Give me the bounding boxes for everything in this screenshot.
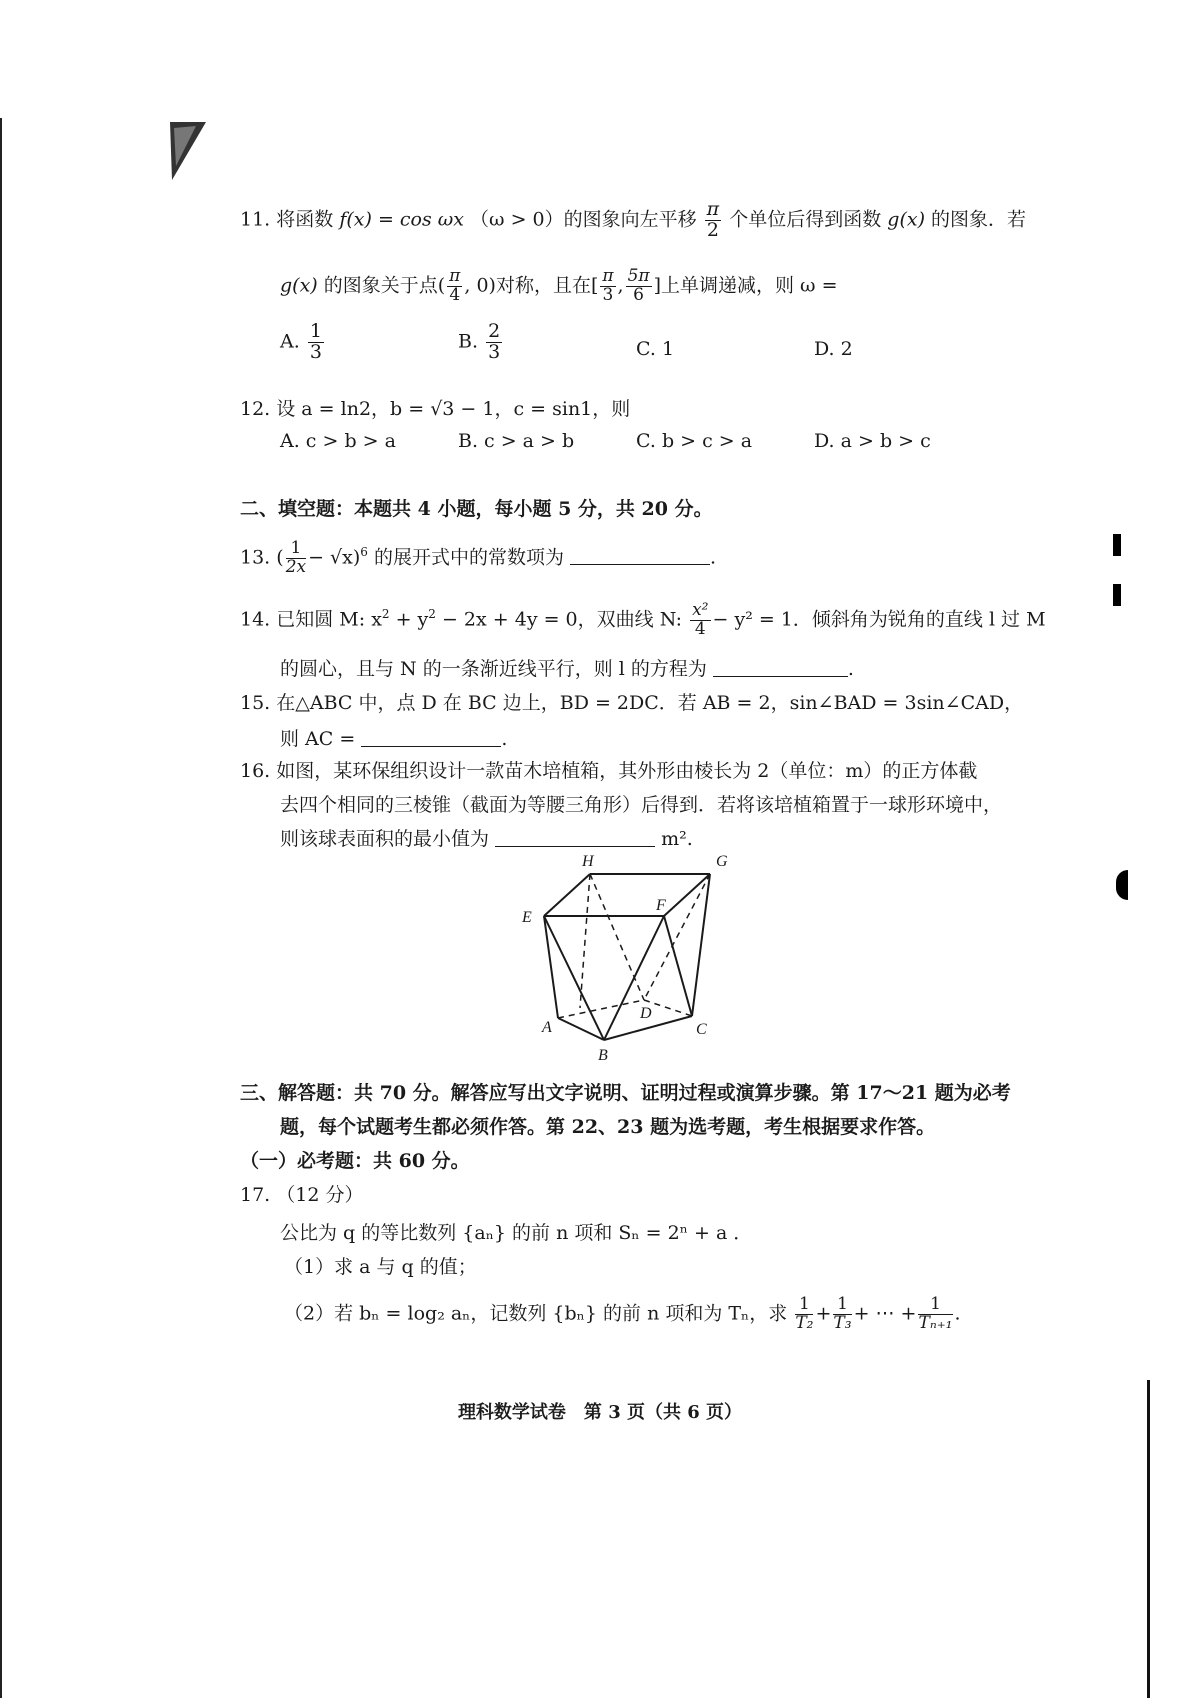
q14-circle-a: 已知圆 M: x	[276, 608, 382, 631]
q12-option-d: D. a > b > c	[814, 430, 931, 452]
q13-answer-blank[interactable]	[570, 545, 710, 565]
label-B: B	[598, 1047, 608, 1064]
label-A: A	[542, 1019, 552, 1036]
q17-number: 17.	[240, 1184, 271, 1206]
label-E: E	[522, 909, 532, 926]
q11-text-7: ]上单调递减，则 ω =	[653, 274, 838, 297]
q11-text-5: 的图象关于点(	[323, 274, 446, 297]
q16-end: .	[686, 828, 693, 850]
q15-text: 在△ABC 中，点 D 在 BC 边上，BD = 2DC．若 AB = 2，sin∠BAD = 3sin∠CAD，	[276, 692, 1024, 714]
q15-end: .	[501, 728, 508, 750]
option-label: A.	[280, 330, 300, 353]
q16-unit: m²	[661, 828, 687, 850]
edge-HD	[590, 874, 644, 1000]
q14-text-2: 的圆心，且与 N 的一条渐近线平行，则 l 的方程为	[280, 658, 707, 680]
q11-option-a	[280, 322, 326, 363]
side-mark-1	[1113, 534, 1121, 556]
edge-AD	[558, 1000, 644, 1018]
edge-FG	[664, 874, 710, 916]
q11-text-6: , 0)对称，且在[	[464, 274, 599, 297]
q16-text-2: 去四个相同的三棱锥（截面为等腰三角形）后得到．若将该培植箱置于一球形环境中，	[280, 794, 1003, 816]
option-label: B.	[458, 330, 479, 353]
q12-number: 12.	[240, 398, 271, 420]
edge-AB	[558, 1018, 604, 1040]
q11-text-3: 个单位后得到函数	[729, 208, 882, 231]
q11-line-2	[280, 268, 838, 305]
q14-sq2: 2	[428, 607, 436, 622]
q17-end: .	[954, 1302, 961, 1325]
q13-sqrt: − √x)	[308, 546, 361, 569]
q16-number: 16.	[240, 760, 271, 782]
q16-figure	[520, 852, 740, 1064]
q13-number: 13.	[240, 546, 271, 569]
q12-option-b: B. c > a > b	[458, 430, 575, 452]
q14-line-1	[240, 602, 1046, 639]
label-C: C	[696, 1021, 707, 1038]
q11-text-4: 的图象．若	[931, 208, 1027, 231]
q17-fraction-1: $\frac{1}{\text{T₂}}$	[795, 1294, 814, 1333]
q16-text-3: 则该球表面积的最小值为	[280, 828, 490, 850]
option-text: 2	[840, 338, 853, 360]
q13-text: 的展开式中的常数项为	[373, 546, 564, 569]
q13-paren: (	[276, 546, 284, 569]
q11-shift-fraction: $\frac{\pi}{2}$	[706, 198, 720, 241]
q11-option-c	[636, 338, 674, 360]
q17-part-2-text: （2）若 bₙ = log₂ aₙ，记数列 {bₙ} 的前 n 项和为 Tₙ，求	[284, 1302, 788, 1325]
q13-end: .	[710, 546, 717, 569]
q11-point-fraction: $\frac{\pi}{4}$	[449, 266, 461, 305]
q12-line	[240, 394, 630, 421]
q12-option-a: A. c > b > a	[280, 430, 396, 452]
q13-line	[240, 540, 716, 577]
q15-number: 15.	[240, 692, 271, 714]
q11-option-b	[458, 322, 504, 363]
section-3-heading-2: 题，每个试题考生都必须作答。第 22、23 题为选考题，考生根据要求作答。	[280, 1116, 936, 1138]
label-F: F	[656, 897, 666, 914]
q16-answer-blank[interactable]	[495, 827, 655, 847]
q13-fraction: $\frac{1}{2x}$	[285, 538, 307, 577]
q14-end: .	[847, 658, 854, 680]
q13-power: 6	[360, 545, 368, 560]
q17-line-1	[240, 1180, 363, 1207]
q16-line-1	[240, 756, 977, 783]
q12-option-c: C. b > c > a	[636, 430, 753, 452]
label-G: G	[716, 853, 728, 870]
option-label: D.	[814, 338, 835, 360]
q11-function: f(x) = cos ωx	[339, 208, 464, 231]
option-fraction: $\frac{2}{3}$	[488, 320, 501, 363]
section-2-heading: 二、填空题：本题共 4 小题，每小题 5 分，共 20 分。	[240, 498, 713, 520]
q16-line-3	[280, 824, 693, 851]
scan-right-edge	[1147, 1380, 1150, 1698]
q15-answer-blank[interactable]	[361, 727, 501, 747]
q11-gx: g(x)	[887, 208, 925, 231]
q11-line-1	[240, 200, 1026, 241]
q17-fraction-2: $\frac{1}{\text{T₃}}$	[833, 1294, 852, 1333]
q17-part-1: （1）求 a 与 q 的值；	[284, 1256, 477, 1278]
edge-FC	[664, 916, 692, 1016]
page-footer: 理科数学试卷 第 3 页（共 6 页）	[457, 1402, 743, 1423]
q11-number: 11.	[240, 208, 271, 231]
q15-line-2	[280, 724, 507, 751]
q14-hyperbola-fraction: $\frac{\text{x²}}{4}$	[692, 600, 709, 639]
q17-part-2	[284, 1296, 961, 1333]
q14-circle-b: + y	[389, 608, 429, 631]
q14-line-2	[280, 654, 854, 681]
q17-ellipsis: + ⋯ +	[853, 1302, 917, 1325]
option-text: 1	[661, 338, 675, 360]
q16-line-2	[280, 790, 1002, 817]
q11-gx-2: g(x)	[280, 274, 318, 297]
q12-text: 设 a = ln2，b = √3 − 1，c = sin1，则	[276, 398, 631, 420]
scan-left-edge	[0, 118, 2, 1698]
section-3-heading: 三、解答题：共 70 分。解答应写出文字说明、证明过程或演算步骤。第 17～21 题为必考	[240, 1082, 1011, 1104]
q11-text: 将函数	[276, 208, 334, 231]
q14-circle-c: − 2x + 4y = 0，双曲线 N:	[435, 608, 683, 631]
q16-text: 如图，某环保组织设计一款苗木培植箱，其外形由棱长为 2（单位：m）的正方体截	[276, 760, 978, 782]
edge-HA-hidden	[580, 874, 590, 1008]
side-mark-2	[1113, 584, 1121, 606]
q17-fraction-3: $\frac{1}{\text{Tₙ₊₁}}$	[918, 1294, 953, 1333]
option-fraction: $\frac{1}{3}$	[309, 320, 322, 363]
q15-line-1	[240, 688, 1023, 715]
q15-text-2: 则 AC =	[280, 728, 356, 750]
label-H: H	[582, 853, 594, 870]
option-label: C.	[636, 338, 656, 360]
q14-answer-blank[interactable]	[713, 657, 848, 677]
q17-stem: 公比为 q 的等比数列 {aₙ} 的前 n 项和 Sₙ = 2ⁿ + a ．	[280, 1222, 753, 1244]
edge-EH	[544, 874, 590, 916]
q11-comma: ,	[617, 274, 624, 297]
q11-interval-end: $\frac{5\pi}{6}$	[627, 266, 650, 305]
q14-sq1: 2	[381, 607, 390, 622]
corner-registration-mark	[170, 122, 206, 182]
q11-option-d	[814, 338, 853, 360]
sub-section-1-heading: （一）必考题：共 60 分。	[240, 1150, 470, 1172]
q14-number: 14.	[240, 608, 271, 631]
q11-interval-start: $\frac{\pi}{3}$	[602, 266, 614, 305]
q17-plus: +	[815, 1302, 832, 1325]
edge-GC	[692, 874, 710, 1016]
q11-text-2: （ω > 0）的图象向左平移	[470, 208, 697, 231]
q14-text: − y² = 1．倾斜角为锐角的直线 l 过 M	[712, 608, 1046, 631]
side-mark-3	[1116, 870, 1128, 900]
label-D: D	[640, 1005, 652, 1022]
q17-score: （12 分）	[276, 1184, 364, 1206]
